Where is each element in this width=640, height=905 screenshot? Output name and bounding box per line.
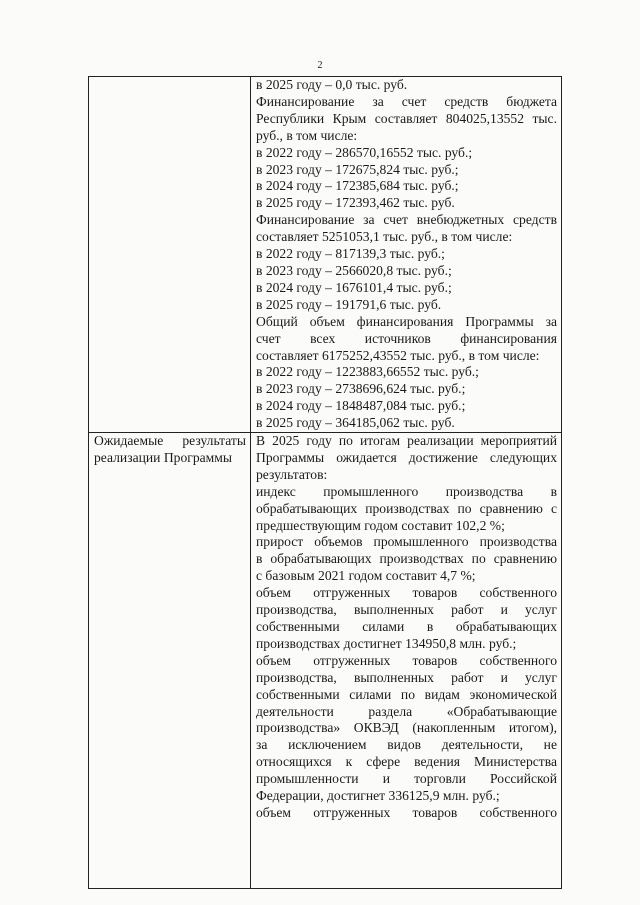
table-row-expected-results (89, 433, 562, 889)
text-line: объем отгруженных товаров собственного (256, 652, 557, 668)
financing-text-cell (251, 77, 562, 433)
text-line: с базовым 2021 годом составит 4,7 %; (256, 568, 476, 584)
text-line: в 2025 году – 191791,6 тыс. руб. (256, 296, 442, 312)
text-line: Программы ожидается достижение следующих (256, 449, 557, 465)
text-line: в 2023 году – 172675,824 тыс. руб.; (256, 161, 459, 177)
page-number: 2 (317, 60, 323, 71)
text-line: в 2024 году – 1848487,084 тыс. руб.; (256, 398, 466, 414)
text-line: производства, выполненных работ и услуг (256, 602, 557, 618)
text-line: относящихся к сфере ведения Министерства (256, 754, 557, 770)
text-line: руб., в том числе: (256, 127, 358, 143)
text-line: прирост объемов промышленного производства (256, 534, 557, 550)
text-line: обрабатывающих производствах по сравнению с (256, 500, 557, 516)
expected-results-text-cell (251, 433, 562, 889)
program-passport-table (88, 76, 562, 889)
text-line: объем отгруженных товаров собственного (256, 804, 557, 820)
text-line: собственными силами в обрабатывающих (256, 619, 557, 634)
text-line: промышленности и торговли Российской (256, 771, 557, 787)
text-line: производства» ОКВЭД (накопленным итогом), (256, 720, 557, 736)
text-line: объем отгруженных товаров собственного (256, 585, 557, 601)
text-line: в 2023 году – 2738696,624 тыс. руб.; (256, 381, 466, 397)
text-line: в 2025 году – 364185,062 тыс. руб. (256, 415, 455, 431)
text-line: Республики Крым составляет 804025,13552 тыс. (256, 110, 557, 126)
text-line: результатов: (256, 466, 328, 482)
text-line: Финансирование за счет внебюджетных средств (256, 212, 557, 228)
text-line: в 2025 году – 0,0 тыс. руб. (256, 77, 408, 92)
text-line: счет всех источников финансирования (256, 330, 557, 346)
text-line: производствах достигнет 134950,8 млн. руб.; (256, 635, 517, 651)
text-line: в 2024 году – 1676101,4 тыс. руб.; (256, 279, 452, 295)
text-line: в 2024 году – 172385,684 тыс. руб.; (256, 178, 459, 194)
text-line: В 2025 году по итогам реализации мероприятий (256, 433, 557, 449)
text-line: Финансирование за счет средств бюджета (256, 93, 557, 109)
text-line: составляет 5251053,1 тыс. руб., в том числе: (256, 229, 513, 245)
table-row-financing (89, 77, 562, 433)
text-line: Федерации, достигнет 336125,9 млн. руб.; (256, 788, 500, 804)
text-line: собственными силами по видам экономической (256, 686, 557, 702)
row-label-text: Ожидаемые результаты (94, 433, 246, 449)
text-line: составляет 6175252,43552 тыс. руб., в том числе: (256, 347, 540, 363)
row-label-cell (89, 433, 251, 889)
text-line: предшествующим годом составит 102,2 %; (256, 517, 505, 533)
text-line: в 2022 году – 286570,16552 тыс. руб.; (256, 144, 473, 160)
text-line: производства, выполненных работ и услуг (256, 669, 557, 685)
text-line: в 2025 году – 172393,462 тыс. руб. (256, 195, 455, 211)
text-line: в 2023 году – 2566020,8 тыс. руб.; (256, 262, 452, 278)
text-line: в 2022 году – 1223883,66552 тыс. руб.; (256, 364, 479, 380)
row-label-cell (89, 77, 251, 433)
text-line: Общий объем финансирования Программы за (256, 313, 557, 329)
text-line: за исключением видов деятельности, не (256, 737, 557, 753)
text-line: деятельности раздела «Обрабатывающие (256, 703, 557, 719)
text-line: индекс промышленного производства в (256, 483, 557, 499)
text-line: в обрабатывающих производствах по сравнению (256, 551, 557, 567)
row-label-text: реализации Программы (94, 449, 232, 465)
text-line: в 2022 году – 817139,3 тыс. руб.; (256, 246, 445, 262)
